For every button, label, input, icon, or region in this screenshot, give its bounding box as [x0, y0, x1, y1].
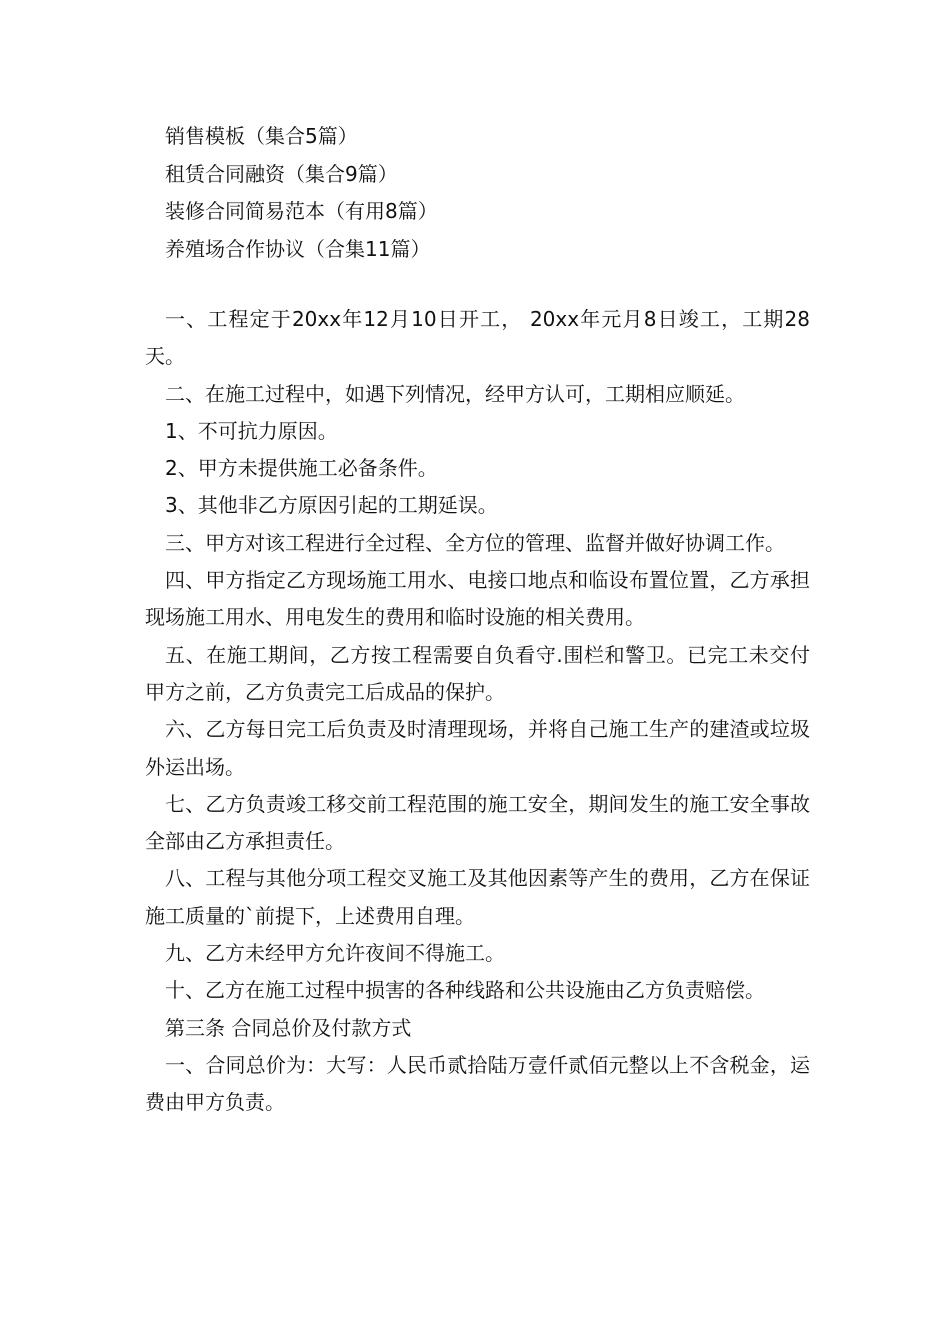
- related-document-link[interactable]: 装修合同简易范本（有用8篇）: [165, 199, 438, 223]
- clause-paragraph: 七、乙方负责竣工移交前工程范围的施工安全，期间发生的施工安全事故全部由乙方承担责任。: [145, 791, 810, 854]
- related-document-link[interactable]: 租赁合同融资（集合9篇）: [165, 161, 398, 186]
- clause-paragraph: 五、在施工期间，乙方按工程需要自负看守.围栏和警卫。已完工未交付甲方之前，乙方负责完工后成品的保护。: [145, 642, 810, 704]
- clause-paragraph: 六、乙方每日完工后负责及时清理现场，并将自己施工生产的建渣或垃圾外运出场。: [145, 717, 810, 779]
- clause-item: 3、其他非乙方原因引起的工期延误。: [165, 493, 498, 518]
- clause-item: 1、不可抗力原因。: [165, 418, 338, 443]
- clause-paragraph: 一、合同总价为：大写：人民币贰拾陆万壹仟贰佰元整以上不含税金，运费由甲方负责。: [145, 1052, 810, 1115]
- clause-paragraph: 二、在施工过程中，如遇下列情况，经甲方认可，工期相应顺延。: [165, 381, 745, 406]
- clause-paragraph: 十、乙方在施工过程中损害的各种线路和公共设施由乙方负责赔偿。: [165, 978, 765, 1003]
- contract-body: [145, 301, 810, 1122]
- clause-paragraph: 一、工程定于20xx年12月10日开工， 20xx年元月8日竣工，工期28天。: [145, 307, 810, 369]
- clause-paragraph: 九、乙方未经甲方允许夜间不得施工。: [165, 941, 505, 966]
- clause-paragraph: 八、工程与其他分项工程交叉施工及其他因素等产生的费用，乙方在保证施工质量的`前提下，上述费用自理。: [145, 866, 810, 928]
- clause-paragraph: 三、甲方对该工程进行全过程、全方位的管理、监督并做好协调工作。: [165, 530, 785, 555]
- clause-item: 2、甲方未提供施工必备条件。: [165, 456, 438, 481]
- section-heading: 第三条 合同总价及付款方式: [165, 1015, 412, 1040]
- related-document-link[interactable]: 销售模板（集合5篇）: [165, 124, 358, 148]
- clause-paragraph: 四、甲方指定乙方现场施工用水、电接口地点和临设布置位置，乙方承担现场施工用水、用电发生的费用和临时设施的相关费用。: [145, 568, 810, 630]
- related-document-link[interactable]: 养殖场合作协议（合集11篇）: [165, 236, 431, 261]
- related-documents-list: [165, 118, 825, 268]
